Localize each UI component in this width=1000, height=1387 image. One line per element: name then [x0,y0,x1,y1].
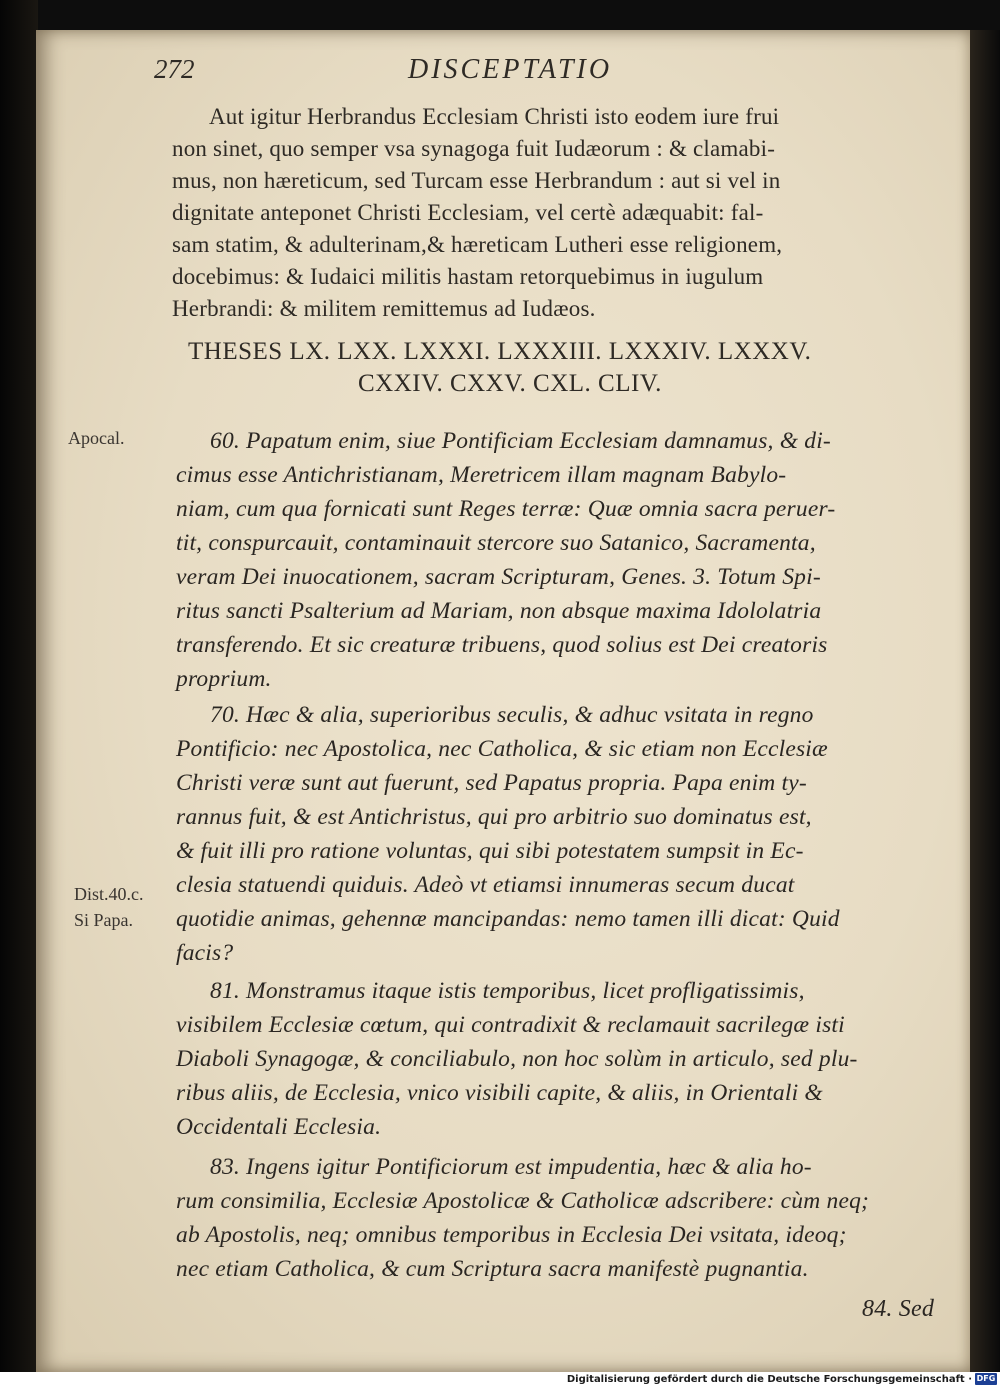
text-line: rannus fuit, & est Antichristus, qui pro arbitrio suo dominatus est, [176,804,812,830]
text-line: proprium. [176,666,272,692]
text-line: mus, non hæreticum, sed Turcam esse Herbrandum : aut si vel in [172,168,781,193]
text-line: nec etiam Catholica, & cum Scriptura sacra manifestè pugnantia. [176,1256,809,1282]
catchword: 84. Sed [862,1296,935,1322]
text-line: rum consimilia, Ecclesiæ Apostolicæ & Catholicæ adscribere: cùm neq; [176,1188,870,1214]
text-line: quotidie animas, gehennæ mancipandas: nemo tamen illi dicat: Quid [176,906,840,932]
text-line: niam, cum qua fornicati sunt Reges terræ: Quæ omnia sacra peruer- [176,496,836,522]
text-line: visibilem Ecclesiæ cœtum, qui contradixit & reclamauit sacrilegæ isti [176,1012,845,1038]
text-line: tit, conspurcauit, contaminauit stercore suo Satanico, Sacramenta, [176,530,816,556]
text-line: transferendo. Et sic creaturæ tribuens, quod solius est Dei creatoris [176,632,828,658]
running-title: DISCEPTATIO [408,54,613,85]
page-number: 272 [154,54,195,84]
theses-heading-line-2: CXXIV. CXXV. CXL. CLIV. [358,370,662,397]
text-line: ab Apostolis, neq; omnibus temporibus in Ecclesia Dei vsitata, ideoq; [176,1222,847,1248]
margin-note-si-papa: Si Papa. [74,910,134,930]
text-line: cimus esse Antichristianam, Meretricem illam magnam Babylo- [176,462,787,488]
text-line: ribus aliis, de Ecclesia, vnico visibili capite, & aliis, in Orientali & [176,1080,823,1106]
text-line: 70. Hæc & alia, superioribus seculis, & adhuc vsitata in regno [210,702,814,728]
text-line: Aut igitur Herbrandus Ecclesiam Christi isto eodem iure frui [209,104,780,129]
text-line: 81. Monstramus itaque istis temporibus, licet profligatissimis, [210,978,805,1004]
text-line: non sinet, quo semper vsa synagoga fuit Iudæorum : & clamabi- [172,136,776,161]
text-line: facis? [176,940,234,966]
footer-credit-text: Digitalisierung gefördert durch die Deutsche Forschungsgemeinschaft · [566,1374,972,1385]
text-line: 60. Papatum enim, siue Pontificiam Ecclesiam damnamus, & di- [210,428,831,454]
text-line: docebimus: & Iudaici militis hastam retorquebimus in iugulum [172,264,764,289]
text-line: dignitate anteponet Christi Ecclesiam, vel certè adæquabit: fal- [172,200,764,225]
text-line: clesia statuendi quiduis. Adeò vt etiamsi innumeras secum ducat [176,872,795,898]
text-line: Pontificio: nec Apostolica, nec Catholica, & sic etiam non Ecclesiæ [176,736,828,762]
text-line: sam statim, & adulterinam,& hæreticam Lutheri esse religionem, [172,232,783,257]
book-page [36,30,970,1372]
digitization-footer [0,1372,1000,1387]
theses-heading-line-1: THESES LX. LXX. LXXXI. LXXXIII. LXXXIV. LXXXV. [188,338,812,365]
text-line: ritus sancti Psalterium ad Mariam, non absque maxima Idololatria [176,598,822,624]
text-line: veram Dei inuocationem, sacram Scripturam, Genes. 3. Totum Spi- [176,564,821,590]
text-line: Christi veræ sunt aut fuerunt, sed Papatus propria. Papa enim ty- [176,770,807,796]
text-line: 83. Ingens igitur Pontificiorum est impudentia, hæc & alia ho- [210,1154,812,1180]
text-line: Occidentali Ecclesia. [176,1114,382,1140]
margin-note-dist-40: Dist.40.c. [74,884,144,904]
page-edge-shadow [970,30,1000,1372]
dfg-logo: DFG [976,1374,996,1383]
margin-note-apocal: Apocal. [68,428,125,448]
text-line: Herbrandi: & militem remittemus ad Iudæos. [172,296,596,321]
book-gutter-shadow [0,0,38,1372]
text-line: & fuit illi pro ratione voluntas, qui sibi potestatem sumpsit in Ec- [176,838,804,864]
text-line: Diaboli Synagogæ, & conciliabulo, non hoc solùm in articulo, sed plu- [176,1046,858,1072]
